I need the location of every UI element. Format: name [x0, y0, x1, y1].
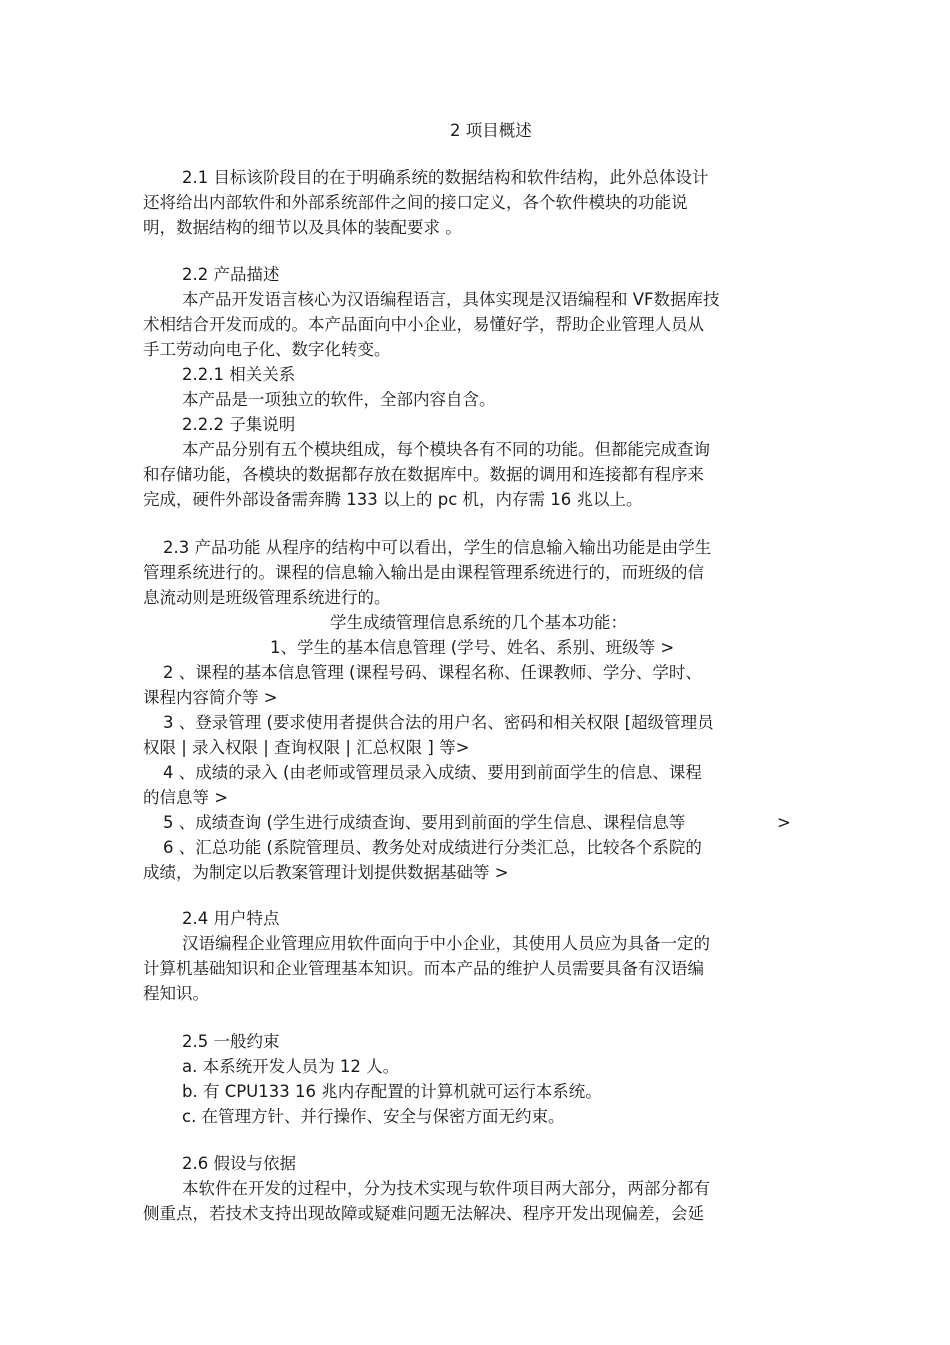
- function-1: 1、学生的基本信息管理 (学号、姓名、系别、班级等 >: [270, 638, 675, 657]
- s22-para-line-2: 术相结合开发而成的。本产品面向中小企业，易懂好学，帮助企业管理人员从: [143, 315, 704, 334]
- function-4-line-2: 的信息等 >: [143, 788, 229, 807]
- s25-item-a: a. 本系统开发人员为 12 人。: [182, 1057, 400, 1076]
- s23-line-1: 2.3 产品功能 从程序的结构中可以看出，学生的信息输入输出功能是由学生: [163, 538, 712, 557]
- functions-intro: 学生成绩管理信息系统的几个基本功能：: [330, 613, 627, 632]
- s25-item-b: b. 有 CPU133 16 兆内存配置的计算机就可运行本系统。: [182, 1082, 602, 1101]
- function-6-line-1: 6 、汇总功能 (系院管理员、教务处对成绩进行分类汇总，比较各个系院的: [163, 838, 702, 857]
- s21-line-2: 还将给出内部软件和外部系统部件之间的接口定义，各个软件模块的功能说: [143, 193, 688, 212]
- s24-line-3: 程知识。: [143, 984, 209, 1003]
- s222-line-1: 本产品分别有五个模块组成，每个模块各有不同的功能。但都能完成查询: [182, 440, 710, 459]
- s24-line-1: 汉语编程企业管理应用软件面向于中小企业，其使用人员应为具备一定的: [182, 934, 710, 953]
- s221-text: 本产品是一项独立的软件，全部内容自含。: [182, 390, 496, 409]
- s22-para-line-1: 本产品开发语言核心为汉语编程语言，具体实现是汉语编程和 VF数据库技: [182, 290, 720, 309]
- s222-line-3: 完成，硬件外部设备需奔腾 133 以上的 pc 机，内存需 16 兆以上。: [143, 490, 643, 509]
- s26-line-1: 本软件在开发的过程中，分为技术实现与软件项目两大部分，两部分都有: [182, 1179, 710, 1198]
- s221-heading: 2.2.1 相关关系: [182, 365, 296, 384]
- function-3-line-2: 权限 | 录入权限 | 查询权限 | 汇总权限 ] 等>: [143, 738, 470, 757]
- s22-heading: 2.2 产品描述: [182, 265, 280, 284]
- function-5-end: >: [777, 813, 791, 832]
- s222-line-2: 和存储功能，各模块的数据都存放在数据库中。数据的调用和连接都有程序来: [143, 465, 704, 484]
- function-3-line-1: 3 、登录管理 (要求使用者提供合法的用户名、密码和相关权限 [超级管理员: [163, 713, 714, 732]
- s222-heading: 2.2.2 子集说明: [182, 415, 296, 434]
- s21-line-1: 2.1 目标该阶段目的在于明确系统的数据结构和软件结构，此外总体设计: [182, 168, 709, 187]
- s22-para-line-3: 手工劳动向电子化、数字化转变。: [143, 340, 391, 359]
- s23-line-2: 管理系统进行的。课程的信息输入输出是由课程管理系统进行的，而班级的信: [143, 563, 704, 582]
- s25-heading: 2.5 一般约束: [182, 1032, 280, 1051]
- s25-item-c: c. 在管理方针、并行操作、安全与保密方面无约束。: [182, 1107, 565, 1126]
- s24-heading: 2.4 用户特点: [182, 909, 280, 928]
- function-2-line-2: 课程内容简介等 >: [143, 688, 278, 707]
- section-title: 2 项目概述: [450, 121, 532, 140]
- s26-line-2: 侧重点，若技术支持出现故障或疑难问题无法解决、程序开发出现偏差，会延: [143, 1204, 704, 1223]
- s23-line-3: 息流动则是班级管理系统进行的。: [143, 588, 391, 607]
- function-5: 5 、成绩查询 (学生进行成绩查询、要用到前面的学生信息、课程信息等: [163, 813, 686, 832]
- s26-heading: 2.6 假设与依据: [182, 1154, 296, 1173]
- function-6-line-2: 成绩，为制定以后教案管理计划提供数据基础等 >: [143, 863, 509, 882]
- s24-line-2: 计算机基础知识和企业管理基本知识。而本产品的维护人员需要具备有汉语编: [143, 959, 704, 978]
- function-4-line-1: 4 、成绩的录入 (由老师或管理员录入成绩、要用到前面学生的信息、课程: [163, 763, 702, 782]
- s21-line-3: 明，数据结构的细节以及具体的装配要求 。: [143, 218, 462, 237]
- function-2-line-1: 2 、课程的基本信息管理 (课程号码、课程名称、任课教师、学分、学时、: [163, 663, 702, 682]
